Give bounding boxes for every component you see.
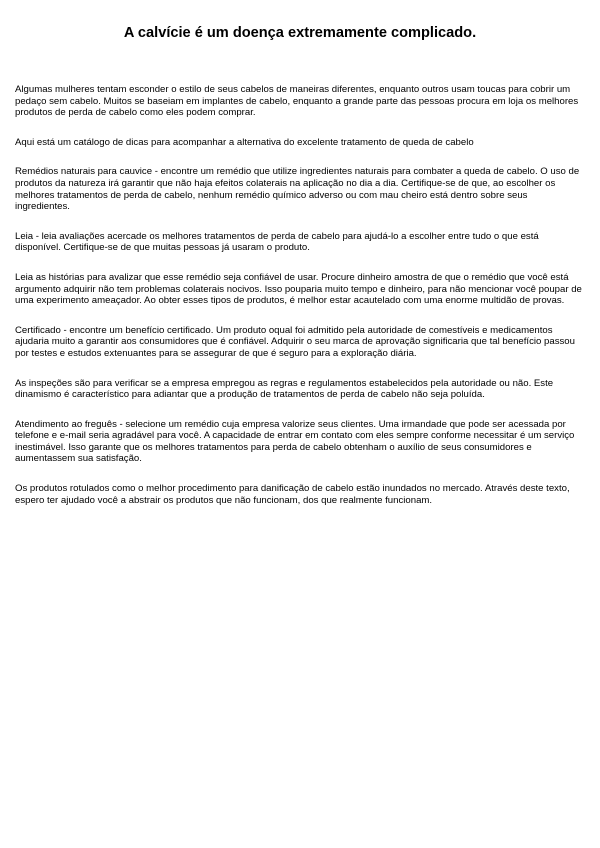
paragraph-2: Aqui está um catálogo de dicas para acompanhar a alternativa do excelente tratamento de queda de cabelo <box>15 136 474 148</box>
paragraph-1: Algumas mulheres tentam esconder o estilo de seus cabelos de maneiras diferentes, enquanto outros usam toucas para cobrir um pedaço sem cabelo. Muitos se baseiam em implantes de cabelo, enquanto a grande parte das pessoas procura em loja os melhores produtos de perda de cabelo como eles podem comprar. <box>15 84 579 119</box>
document-title: A calvície é um doença extremamente complicado. <box>123 25 477 41</box>
paragraph-4: Leia - leia avaliações acercade os melhores tratamentos de perda de cabelo para ajudá-lo a escolher entre tudo o que está disponível. Certifique-se de que muitas pessoas já usaram o produto. <box>15 230 539 254</box>
paragraph-6: Certificado - encontre um benefício certificado. Um produto oqual foi admitido pela autoridade de comestíveis e medicamentos ajudaria muito a garantir aos consumidores que é confiável. Adquirir o seu marca de aprovação significaria que tal benefício passou por testes e estudos extenuantes para se assegurar de que é seguro para a exploração diária. <box>15 324 575 359</box>
paragraph-9: Os produtos rotulados como o melhor procedimento para danificação de cabelo estão inundados no mercado. Através deste texto, espero ter ajudado você a abstrair os produtos que não funcionam, dos que realmente funcionam. <box>15 483 570 506</box>
paragraph-5: Leia as histórias para avalizar que esse remédio seja confiável de usar. Procure dinheiro amostra de que o remédio que você está argumento adquirir não tem problemas colaterais nocivos. Isso pouparia muito tempo e dinheiro, para não mencionar você poupar de uma experimento ameaçador. Ao obter esses tipos de produtos, é melhor estar acautelado com uma enorme multidão de provas. <box>15 271 582 307</box>
paragraph-8: Atendimento ao freguês - selecione um remédio cuja empresa valorize seus clientes. Uma irmandade que pode ser acessada por telefone e e-mail seria agradável para você. A capacidade de entrar em contato com eles sempre conforme necessitar é um serviço inestimável. Isso garante que os melhores tratamentos para perda de cabelo obtenham o auxílio de seus consumidores e aumentassem sua satisfação. <box>15 418 575 465</box>
document-body <box>15 84 585 506</box>
paragraph-3: Remédios naturais para cauvice - encontre um remédio que utilize ingredientes naturais para combater a queda de cabelo. O uso de produtos da natureza irá garantir que não haja efeitos colaterais na aplicação no dia a dia. Certifique-se de que, ao escolher os melhores tratamentos de perda de cabelo, nenhum remédio químico adverso ou com mau cheiro está dentro sobre seus ingredientes. <box>15 166 580 213</box>
paragraph-7: As inspeções são para verificar se a empresa empregou as regras e regulamentos estabelecidos pela autoridade ou não. Este dinamismo é característico para adiantar que a produção de tratamentos de perda de cabelo não seja poluída. <box>15 377 554 401</box>
